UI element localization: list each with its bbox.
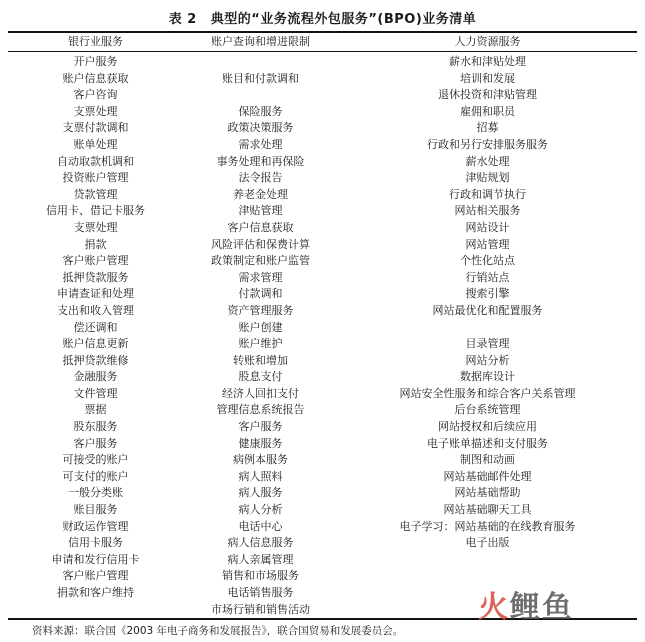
table-row	[8, 237, 637, 254]
table-row	[8, 485, 637, 502]
accounts-cell	[183, 87, 338, 104]
table-row	[8, 386, 637, 403]
column-header-hr: 人力资源服务	[454, 34, 521, 48]
table-row	[8, 519, 637, 536]
accounts-cell: 电话中心	[238, 519, 283, 533]
accounts-cell: 转账和增加	[233, 353, 288, 367]
hr-cell: 网站基础聊天工具	[443, 503, 532, 517]
hr-cell: 网站相关服务	[454, 204, 521, 218]
banking-cell: 自动取款机调和	[57, 154, 134, 168]
hr-cell: 网站管理	[465, 237, 510, 251]
table-row	[8, 469, 637, 486]
hr-cell: 行政和调节执行	[449, 187, 526, 201]
banking-cell: 财政运作管理	[62, 519, 129, 533]
watermark-logo: 火鲤鱼	[478, 590, 574, 625]
accounts-cell: 市场行销和销售活动	[211, 602, 310, 616]
banking-cell: 客户账户管理	[62, 254, 129, 268]
banking-cell: 账户信息获取	[62, 71, 129, 85]
table-row	[8, 51, 637, 71]
accounts-cell: 事务处理和再保险	[216, 154, 305, 168]
banking-cell: 贷款管理	[73, 187, 118, 201]
banking-cell: 抵押贷款服务	[62, 270, 129, 284]
accounts-cell: 病人服务	[238, 486, 283, 500]
hr-cell: 个性化站点	[460, 254, 515, 268]
hr-cell: 后台系统管理	[454, 403, 521, 417]
banking-cell: 账目服务	[73, 503, 118, 517]
table-row	[8, 87, 637, 104]
accounts-cell: 健康服务	[238, 436, 283, 450]
hr-cell: 网站安全性服务和综合客户关系管理	[399, 386, 576, 400]
accounts-cell: 政策制定和账户监管	[211, 254, 310, 268]
hr-cell: 网站基础邮件处理	[443, 469, 532, 483]
banking-cell: 支票处理	[73, 220, 118, 234]
accounts-cell: 法令报告	[238, 171, 283, 185]
banking-cell: 抵押贷款维修	[62, 353, 129, 367]
hr-cell: 电子账单描述和支付服务	[427, 436, 548, 450]
hr-cell: 制图和动画	[460, 453, 515, 467]
accounts-cell: 政策决策服务	[227, 121, 294, 135]
accounts-cell: 病人照料	[238, 469, 283, 483]
hr-cell: 招募	[476, 121, 499, 135]
hr-cell: 电子出版	[465, 536, 510, 550]
table-row	[8, 502, 637, 519]
table-row	[8, 336, 637, 353]
hr-cell: 津贴规划	[465, 171, 510, 185]
banking-cell: 信用卡、借记卡服务	[46, 204, 145, 218]
hr-cell: 网站分析	[465, 353, 510, 367]
banking-cell: 信用卡服务	[68, 536, 123, 550]
banking-cell: 票据	[84, 403, 107, 417]
table-row	[8, 353, 637, 370]
hr-cell: 培训和发展	[460, 71, 515, 85]
column-header-banking: 银行业服务	[68, 34, 123, 48]
table-row	[8, 452, 637, 469]
banking-cell: 支票付款调和	[62, 121, 129, 135]
banking-cell	[8, 602, 183, 619]
accounts-cell	[183, 51, 338, 71]
hr-cell	[338, 320, 637, 337]
accounts-cell: 电话销售服务	[227, 586, 294, 599]
table-row	[8, 535, 637, 552]
accounts-cell: 账户创建	[238, 320, 283, 334]
table-row	[8, 253, 637, 270]
banking-cell: 捐款	[84, 237, 107, 251]
bpo-services-table	[8, 33, 637, 618]
hr-cell	[338, 552, 637, 569]
accounts-cell: 账目和付款调和	[222, 71, 299, 85]
banking-cell: 金融服务	[73, 370, 118, 384]
hr-cell: 搜索引擎	[465, 287, 510, 301]
table-row	[8, 137, 637, 154]
hr-cell: 薪水和津贴处理	[449, 55, 526, 68]
accounts-cell: 病人分析	[238, 503, 283, 517]
table-caption: 典型的“业务流程外包服务”(BPO)业务清单	[210, 12, 477, 27]
banking-cell: 投资账户管理	[62, 171, 129, 185]
banking-cell: 申请查证和处理	[57, 287, 134, 301]
banking-cell: 可接受的账户	[62, 453, 129, 467]
table-row	[8, 270, 637, 287]
hr-cell: 电子学习：网站基础的在线教育服务	[399, 519, 576, 533]
banking-cell: 账单处理	[73, 137, 118, 151]
accounts-cell: 津贴管理	[238, 204, 283, 218]
accounts-cell: 股息支付	[238, 370, 283, 384]
banking-cell: 客户服务	[73, 436, 118, 450]
accounts-cell: 管理信息系统报告	[216, 403, 305, 417]
accounts-cell: 经济人回扣支付	[222, 386, 299, 400]
banking-cell: 股东服务	[73, 420, 118, 434]
table-row	[8, 552, 637, 569]
banking-cell: 客户账户管理	[62, 569, 129, 583]
table-row	[8, 286, 637, 303]
hr-cell: 行销站点	[465, 270, 510, 284]
hr-cell: 薪水处理	[465, 154, 510, 168]
hr-cell: 数据库设计	[460, 370, 515, 384]
table-row	[8, 187, 637, 204]
banking-cell: 支出和收入管理	[57, 303, 134, 317]
banking-cell: 申请和发行信用卡	[51, 552, 140, 566]
banking-cell: 支票处理	[73, 104, 118, 118]
table-row	[8, 120, 637, 137]
accounts-cell: 病人亲属管理	[227, 552, 294, 566]
banking-cell: 账户信息更新	[62, 337, 129, 351]
banking-cell: 开户服务	[73, 55, 118, 68]
hr-cell: 目录管理	[465, 337, 510, 351]
table-row	[8, 419, 637, 436]
hr-cell: 雇佣和职员	[460, 104, 515, 118]
accounts-cell: 资产管理服务	[227, 303, 294, 317]
banking-cell: 客户咨询	[73, 88, 118, 102]
hr-cell: 行政和另行安排服务服务	[427, 137, 548, 151]
table-row	[8, 402, 637, 419]
accounts-cell: 付款调和	[238, 287, 283, 301]
banking-cell: 一般分类账	[68, 486, 123, 500]
table-row	[8, 303, 637, 320]
table-row	[8, 320, 637, 337]
table-row	[8, 71, 637, 88]
accounts-cell: 保险服务	[238, 104, 283, 118]
banking-cell: 文件管理	[73, 386, 118, 400]
hr-cell: 网站授权和后续应用	[438, 420, 537, 434]
accounts-cell: 需求管理	[238, 270, 283, 284]
hr-cell: 网站最优化和配置服务	[432, 303, 543, 317]
accounts-cell: 养老金处理	[233, 187, 288, 201]
column-header-accounts: 账户查询和增进限制	[211, 34, 310, 48]
hr-cell: 退休投资和津贴管理	[438, 88, 537, 102]
accounts-cell: 需求处理	[238, 137, 283, 151]
header-row	[8, 33, 637, 51]
accounts-cell: 病人信息服务	[227, 536, 294, 550]
accounts-cell: 风险评估和保费计算	[211, 237, 310, 251]
table-row	[8, 436, 637, 453]
table-row	[8, 170, 637, 187]
accounts-cell: 客户服务	[238, 420, 283, 434]
table-row	[8, 154, 637, 171]
banking-cell: 偿还调和	[73, 320, 118, 334]
accounts-cell: 销售和市场服务	[222, 569, 299, 583]
accounts-cell: 账户维护	[238, 337, 283, 351]
table-row	[8, 203, 637, 220]
banking-cell: 捐款和客户维持	[57, 586, 134, 599]
table-row	[8, 220, 637, 237]
table-row	[8, 369, 637, 386]
table-number: 表 2	[168, 12, 197, 27]
table-row	[8, 104, 637, 121]
accounts-cell: 客户信息获取	[227, 220, 294, 234]
hr-cell: 网站基础帮助	[454, 486, 521, 500]
accounts-cell: 病例本服务	[233, 453, 288, 467]
table-title	[0, 8, 645, 27]
hr-cell: 网站设计	[465, 220, 510, 234]
source-note: 资料来源：联合国《2003 年电子商务和发展报告》，联合国贸易和发展委员会。	[32, 625, 404, 637]
banking-cell: 可支付的账户	[62, 469, 129, 483]
